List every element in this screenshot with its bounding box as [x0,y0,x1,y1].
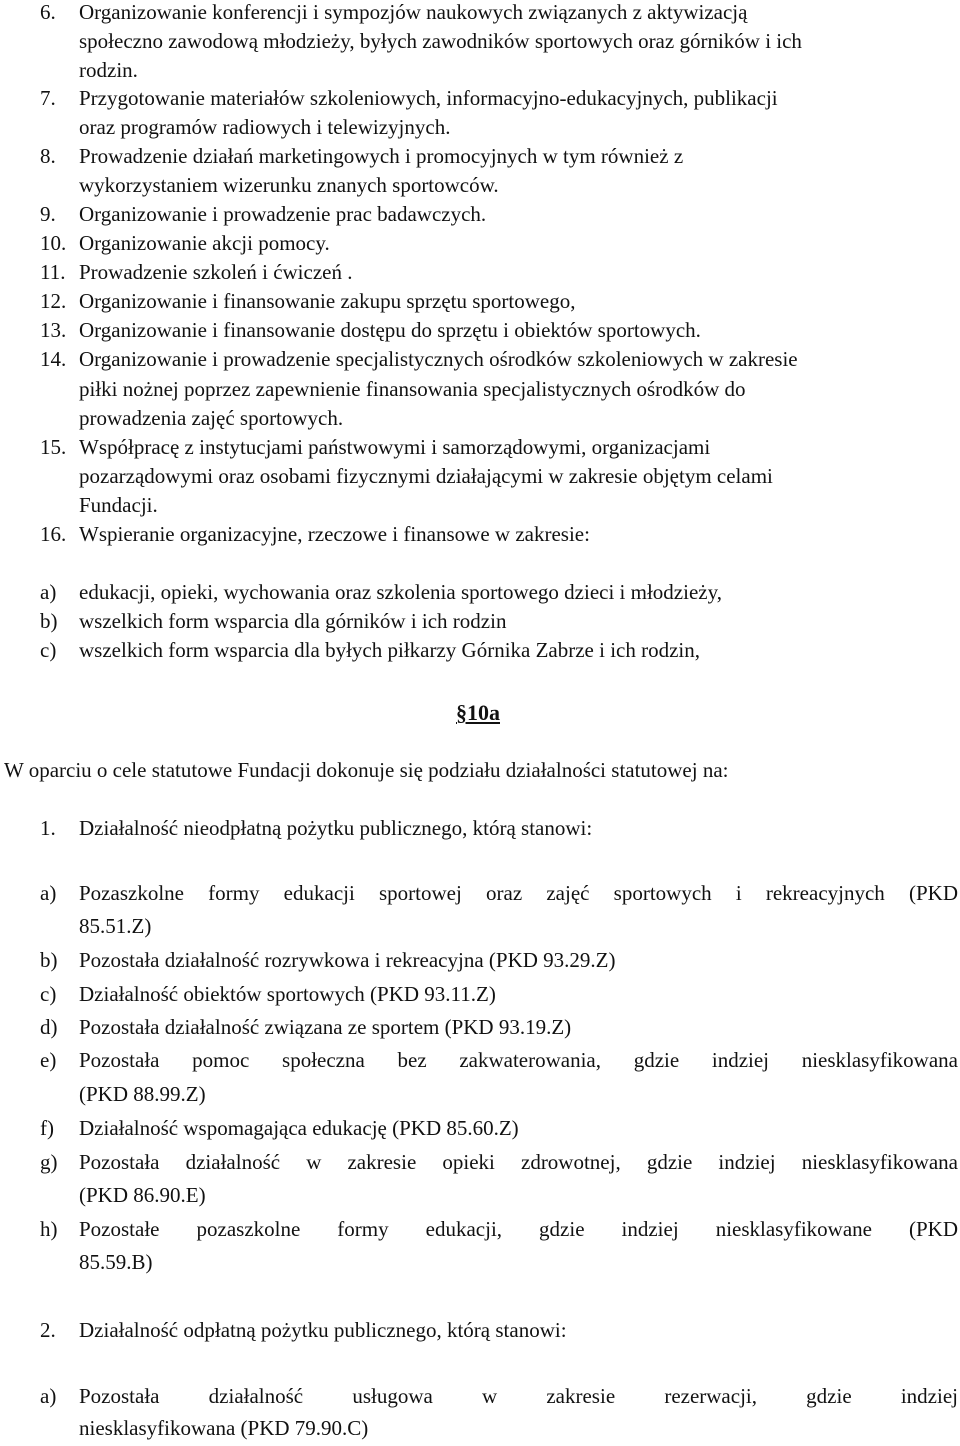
list-item-number: 10. [40,231,67,255]
sub-item-text: wszelkich form wsparcia dla górników i ich rodzin [79,609,507,633]
pkd-item-text: Pozostała działalność rozrywkowa i rekreacyjna (PKD 93.29.Z) [79,948,616,972]
pkd-item-letter: d) [40,1015,58,1039]
list-item-text: Organizowanie i finansowanie dostępu do sprzętu i obiektów sportowych. [79,318,701,342]
list-item-text: piłki nożnej poprzez zapewnienie finansowania specjalistycznych ośrodków do [79,377,746,401]
list-item-text: Organizowanie i prowadzenie specjalistycznych ośrodków szkoleniowych w zakresie [79,347,798,371]
sub-item-letter: b) [40,609,58,633]
pkd-item-text: Działalność obiektów sportowych (PKD 93.11.Z) [79,982,496,1006]
list-item-text: pozarządowymi oraz osobami fizycznymi działającymi w zakresie objętym celami [79,464,773,488]
list-item-text: Wspieranie organizacyjne, rzeczowe i finansowe w zakresie: [79,522,590,546]
list-item-text: Przygotowanie materiałów szkoleniowych, informacyjno-edukacyjnych, publikacji [79,86,778,110]
list-item-text: Fundacji. [79,493,158,517]
sub-item-text: wszelkich form wsparcia dla byłych piłkarzy Górnika Zabrze i ich rodzin, [79,638,701,662]
list-item-text: rodzin. [79,58,138,82]
list-item-text: Współpracę z instytucjami państwowymi i samorządowymi, organizacjami [79,435,711,459]
list-item-text: oraz programów radiowych i telewizyjnych. [79,115,451,139]
section-heading [456,698,500,727]
list-item-text: Organizowanie konferencji i sympozjów naukowych związanych z aktywizacją [79,0,748,24]
part-number: 1. [40,816,56,840]
pkd-item-letter: c) [40,982,57,1006]
pkd-item-letter: a) [40,881,57,905]
pkd-item-letter: h) [40,1217,58,1241]
pkd-item-text: Pozostała pomoc społeczna bez zakwaterowania, gdzie indziej niesklasyfikowana [79,1048,958,1072]
pkd-item-text: Pozostała działalność usługowa w zakresie rezerwacji, gdzie indziej [79,1384,958,1408]
list-item-number: 9. [40,202,56,226]
sub-item-letter: a) [40,580,57,604]
paragraph-symbol: § [456,700,467,725]
list-item-number: 12. [40,289,67,313]
sub-item-text: edukacji, opieki, wychowania oraz szkolenia sportowego dzieci i młodzieży, [79,580,722,604]
list-item-text: Organizowanie akcji pomocy. [79,231,330,255]
pkd-item-letter: b) [40,948,58,972]
pkd-item-text-continued: (PKD 88.99.Z) [79,1082,206,1106]
list-item-text: wykorzystaniem wizerunku znanych sportowców. [79,173,499,197]
list-item-text: Organizowanie i finansowanie zakupu sprzętu sportowego, [79,289,576,313]
intro-paragraph: W oparciu o cele statutowe Fundacji dokonuje się podziału działalności statutowej na: [4,758,729,782]
list-item-number: 15. [40,435,67,459]
list-item-text: prowadzenia zajęć sportowych. [79,406,344,430]
list-item-number: 7. [40,86,56,110]
pkd-item-text-continued: 85.51.Z) [79,914,152,938]
part-heading: Działalność odpłatną pożytku publicznego, którą stanowi: [79,1318,567,1342]
list-item-number: 6. [40,0,56,24]
list-item-text: Prowadzenie działań marketingowych i promocyjnych w tym również z [79,144,684,168]
section-number: 10a [467,700,500,725]
pkd-item-text: Działalność wspomagająca edukację (PKD 85.60.Z) [79,1116,519,1140]
pkd-item-text-continued: 85.59.B) [79,1250,153,1274]
list-item-number: 16. [40,522,67,546]
pkd-item-letter: f) [40,1116,54,1140]
pkd-item-text: Pozostała działalność związana ze sportem (PKD 93.19.Z) [79,1015,572,1039]
pkd-item-text: Pozostałe pozaszkolne formy edukacji, gdzie indziej niesklasyfikowane (PKD [79,1217,958,1241]
list-item-number: 11. [40,260,66,284]
list-item-number: 8. [40,144,56,168]
pkd-item-letter: e) [40,1048,57,1072]
pkd-item-text: Pozostała działalność w zakresie opieki zdrowotnej, gdzie indziej niesklasyfikowana [79,1150,958,1174]
pkd-item-letter: a) [40,1384,57,1408]
list-item-text: Prowadzenie szkoleń i ćwiczeń . [79,260,353,284]
list-item-number: 13. [40,318,67,342]
pkd-item-text-continued: (PKD 86.90.E) [79,1183,206,1207]
pkd-item-letter: g) [40,1150,58,1174]
pkd-item-text-continued: niesklasyfikowana (PKD 79.90.C) [79,1416,369,1440]
part-number: 2. [40,1318,56,1342]
list-item-number: 14. [40,347,67,371]
list-item-text: Organizowanie i prowadzenie prac badawczych. [79,202,487,226]
sub-item-letter: c) [40,638,57,662]
pkd-item-text: Pozaszkolne formy edukacji sportowej oraz zajęć sportowych i rekreacyjnych (PKD [79,881,958,905]
part-heading: Działalność nieodpłatną pożytku publicznego, którą stanowi: [79,816,593,840]
list-item-text: społeczno zawodową młodzieży, byłych zawodników sportowych oraz górników i ich [79,29,802,53]
